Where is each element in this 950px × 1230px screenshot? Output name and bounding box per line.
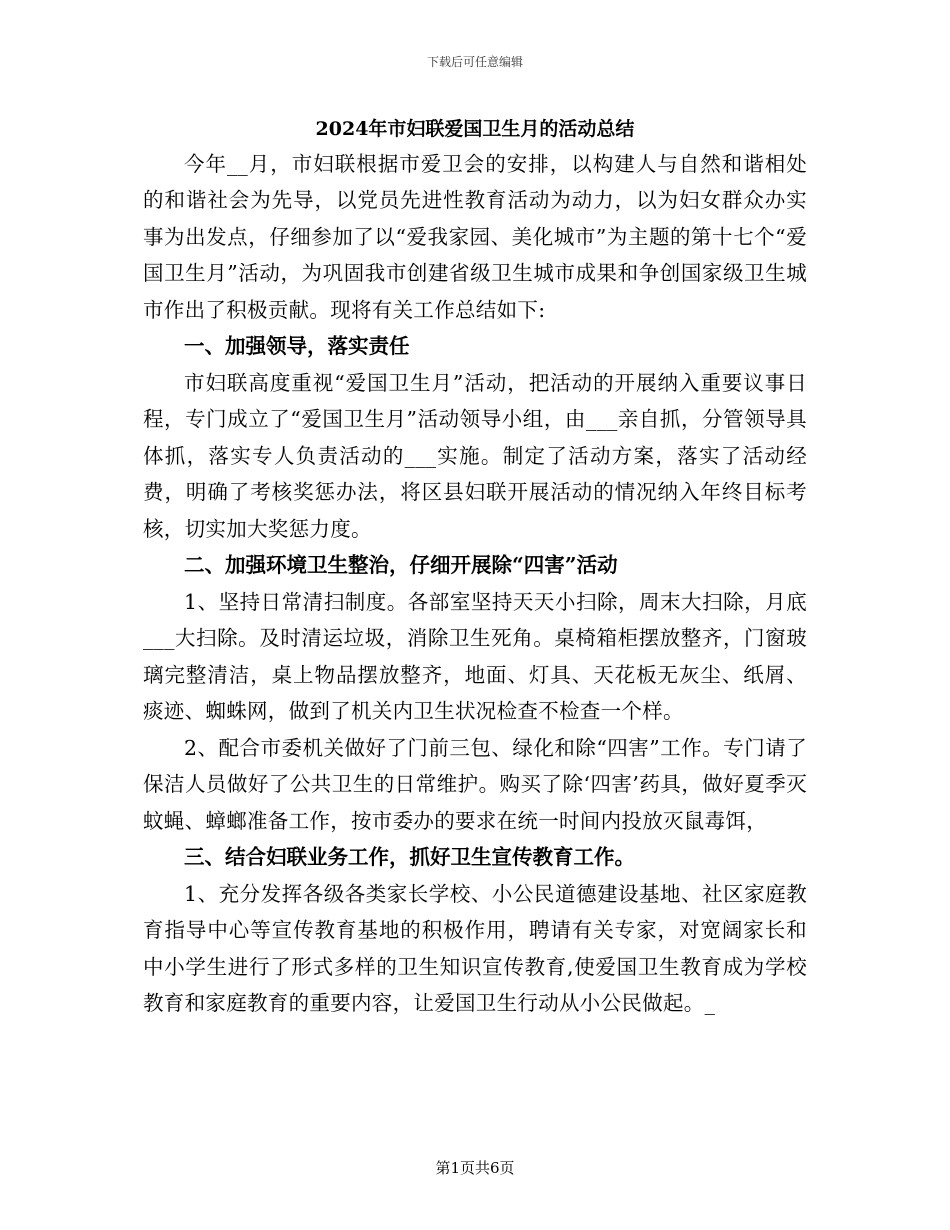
- section-2-paragraph-1: 1、坚持日常清扫制度。各部室坚持天天小扫除，周末大扫除，月底___大扫除。及时清运垃圾，消除卫生死角。桌椅箱柜摆放整齐，门窗玻璃完整清洁，桌上物品摆放整齐，地面、灯具、天花板无灰尘、纸屑、痰迹、蜘蛛网，做到了机关内卫生状况检查不检查一个样。: [143, 590, 807, 724]
- document-title: 2024年市妇联爱国卫生月的活动总结: [315, 118, 635, 140]
- section-1-heading: 一、加强领导，落实责任: [184, 334, 410, 359]
- section-3-paragraph-1: 1、充分发挥各级各类家长学校、小公民道德建设基地、社区家庭教育指导中心等宣传教育基地的积极作用，聘请有关专家，对宽阔家长和中小学生进行了形式多样的卫生知识宣传教育,使爱国卫生教育成为学校教育和家庭教育的重要内容，让爱国卫生行动从小公民做起。_: [143, 881, 807, 1016]
- section-2-heading: 二、加强环境卫生整治，仔细开展除“四害”活动: [184, 553, 618, 578]
- header-note: 下载后可任意编辑: [426, 55, 523, 69]
- section-3-heading: 三、结合妇联业务工作，抓好卫生宣传教育工作。: [184, 844, 635, 869]
- section-1-paragraph-1: 市妇联高度重视“爱国卫生月”活动，把活动的开展纳入重要议事日程，专门成立了“爱国卫生月”活动领导小组，由___亲自抓，分管领导具体抓，落实专人负责活动的___实施。制定了活动方案，落实了活动经费，明确了考核奖惩办法，将区县妇联开展活动的情况纳入年终目标考核，切实加大奖惩力度。: [143, 371, 807, 541]
- section-2-paragraph-2: 2、配合市委机关做好了门前三包、绿化和除“四害”工作。专门请了保洁人员做好了公共卫生的日常维护。购买了除‘四害’药具，做好夏季灭蚊蝇、蟑螂准备工作，按市委办的要求在统一时间内投放灭鼠毒饵，: [143, 735, 807, 833]
- page-number-footer: 第1页共6页: [435, 1159, 515, 1177]
- intro-paragraph: 今年__月，市妇联根据市爱卫会的安排，以构建人与自然和谐相处的和谐社会为先导，以党员先进性教育活动为动力，以为妇女群众办实事为出发点，仔细参加了以“爱我家园、美化城市”为主题的第十七个“爱国卫生月”活动，为巩固我市创建省级卫生城市成果和争创国家级卫生城市作出了积极贡献。现将有关工作总结如下:: [143, 152, 807, 322]
- document-body: [143, 112, 807, 1022]
